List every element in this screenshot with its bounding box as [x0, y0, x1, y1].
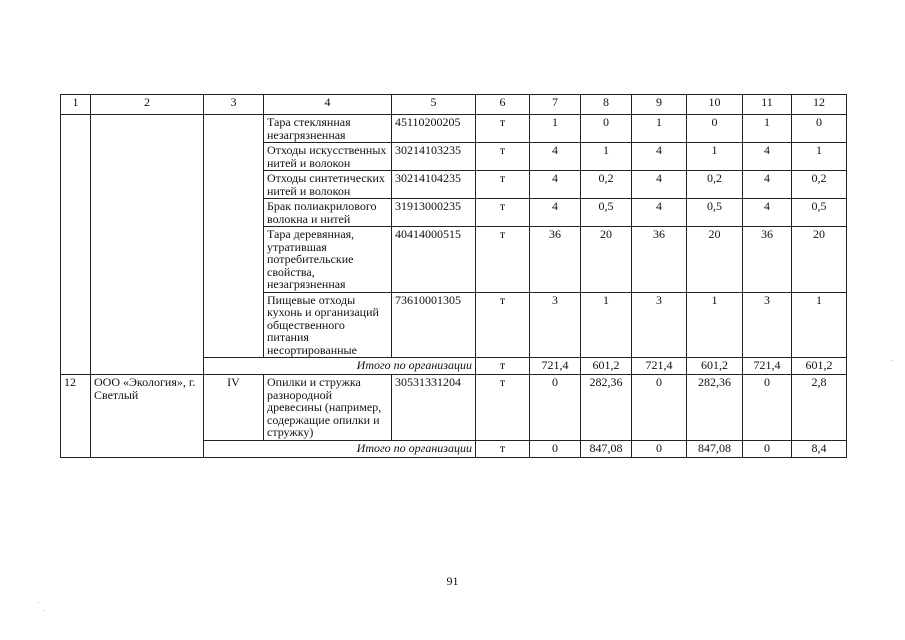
header-cell: 5	[392, 95, 476, 115]
value-cell: 0	[632, 375, 687, 441]
value-cell: 36	[530, 227, 581, 293]
org-name-cell: ООО «Экология», г. Светлый	[91, 375, 204, 458]
value-cell: 3	[530, 292, 581, 358]
total-value: 721,4	[530, 358, 581, 375]
value-cell: 0	[743, 375, 792, 441]
org-number-cell: 12	[61, 375, 91, 458]
scan-speck	[892, 360, 893, 361]
value-cell: 2,8	[792, 375, 847, 441]
value-cell: 1	[581, 292, 632, 358]
value-cell: 4	[743, 171, 792, 199]
value-cell: 4	[743, 199, 792, 227]
waste-code: 30214104235	[392, 171, 476, 199]
value-cell: 4	[530, 143, 581, 171]
value-cell: 0	[792, 115, 847, 143]
waste-code: 45110200205	[392, 115, 476, 143]
value-cell: 4	[743, 143, 792, 171]
value-cell: 0,2	[792, 171, 847, 199]
header-cell: 2	[91, 95, 204, 115]
table-row	[61, 375, 847, 441]
total-label: Итого по организации	[204, 358, 476, 375]
header-cell: 8	[581, 95, 632, 115]
header-cell: 11	[743, 95, 792, 115]
value-cell: 36	[632, 227, 687, 293]
total-value: 721,4	[743, 358, 792, 375]
total-label: Итого по организации	[204, 440, 476, 457]
unit: т	[476, 440, 530, 457]
waste-code: 30214103235	[392, 143, 476, 171]
value-cell: 0,2	[687, 171, 743, 199]
total-value: 0	[632, 440, 687, 457]
value-cell: 4	[632, 171, 687, 199]
header-cell: 4	[264, 95, 392, 115]
waste-name: Отходы синтетических нитей и волокон	[264, 171, 392, 199]
waste-code: 31913000235	[392, 199, 476, 227]
org-name-cell	[91, 115, 204, 375]
value-cell: 4	[632, 199, 687, 227]
header-cell: 12	[792, 95, 847, 115]
waste-code: 40414000515	[392, 227, 476, 293]
value-cell: 3	[743, 292, 792, 358]
waste-code: 73610001305	[392, 292, 476, 358]
total-value: 8,4	[792, 440, 847, 457]
value-cell: 1	[792, 143, 847, 171]
header-cell: 10	[687, 95, 743, 115]
value-cell: 20	[581, 227, 632, 293]
total-value: 601,2	[581, 358, 632, 375]
value-cell: 1	[687, 143, 743, 171]
value-cell: 282,36	[581, 375, 632, 441]
value-cell: 1	[792, 292, 847, 358]
waste-table	[60, 94, 847, 458]
value-cell: 1	[581, 143, 632, 171]
value-cell: 1	[632, 115, 687, 143]
total-value: 601,2	[792, 358, 847, 375]
waste-name: Тара стеклянная незагрязненная	[264, 115, 392, 143]
waste-name: Брак полиакрилового волокна и нитей	[264, 199, 392, 227]
waste-name: Тара деревянная, утратившая потребительские свойства, незагрязненная	[264, 227, 392, 293]
total-value: 0	[743, 440, 792, 457]
value-cell: 0	[530, 375, 581, 441]
total-value: 847,08	[581, 440, 632, 457]
value-cell: 1	[530, 115, 581, 143]
waste-name: Опилки и стружка разнородной древесины (например, содержащие опилки и стружку)	[264, 375, 392, 441]
unit: т	[476, 199, 530, 227]
total-value: 847,08	[687, 440, 743, 457]
header-cell: 3	[204, 95, 264, 115]
table-row	[61, 115, 847, 143]
hazard-class-cell: IV	[204, 375, 264, 441]
unit: т	[476, 292, 530, 358]
waste-code: 30531331204	[392, 375, 476, 441]
value-cell: 1	[687, 292, 743, 358]
unit: т	[476, 375, 530, 441]
waste-name: Пищевые отходы кухонь и организаций общественного питания несортированные	[264, 292, 392, 358]
header-row	[61, 95, 847, 115]
unit: т	[476, 227, 530, 293]
page-number: 91	[446, 574, 459, 588]
org-number-cell	[61, 115, 91, 375]
value-cell: 0	[581, 115, 632, 143]
value-cell: 36	[743, 227, 792, 293]
unit: т	[476, 358, 530, 375]
value-cell: 0,5	[687, 199, 743, 227]
header-cell: 6	[476, 95, 530, 115]
value-cell: 0,2	[581, 171, 632, 199]
unit: т	[476, 171, 530, 199]
total-value: 601,2	[687, 358, 743, 375]
value-cell: 0,5	[792, 199, 847, 227]
value-cell: 3	[632, 292, 687, 358]
unit: т	[476, 115, 530, 143]
waste-name: Отходы искусственных нитей и волокон	[264, 143, 392, 171]
unit: т	[476, 143, 530, 171]
scan-speck	[38, 602, 39, 603]
value-cell: 4	[530, 199, 581, 227]
header-cell: 1	[61, 95, 91, 115]
value-cell: 4	[632, 143, 687, 171]
total-value: 721,4	[632, 358, 687, 375]
value-cell: 20	[792, 227, 847, 293]
value-cell: 0	[687, 115, 743, 143]
header-cell: 9	[632, 95, 687, 115]
header-cell: 7	[530, 95, 581, 115]
hazard-class-cell	[204, 115, 264, 358]
value-cell: 20	[687, 227, 743, 293]
scan-speck	[44, 610, 45, 611]
value-cell: 0,5	[581, 199, 632, 227]
value-cell: 282,36	[687, 375, 743, 441]
total-value: 0	[530, 440, 581, 457]
value-cell: 4	[530, 171, 581, 199]
value-cell: 1	[743, 115, 792, 143]
